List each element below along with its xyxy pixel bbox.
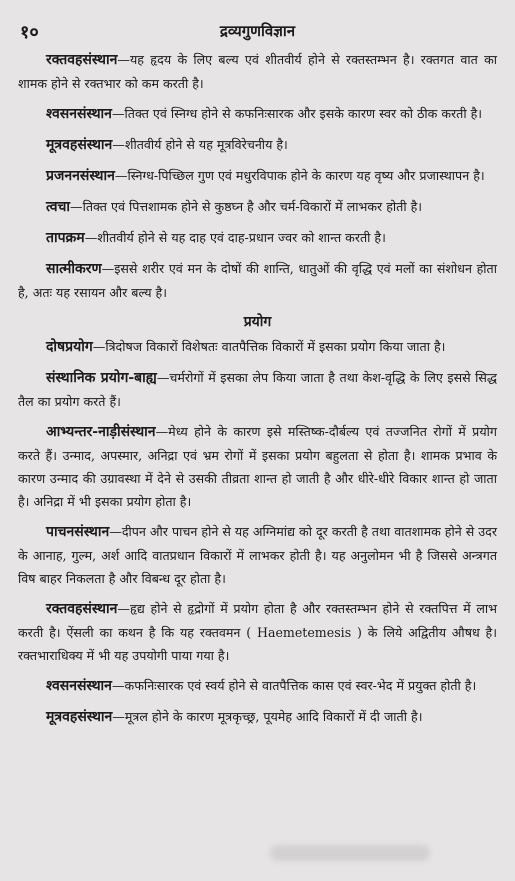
paragraph [18,164,497,188]
paragraph [18,335,497,359]
paragraph-text: —त्रिदोषज विकारों विशेषतः वातपैत्तिक विकारों में इसका प्रयोग किया जाता है। [92,339,446,354]
paragraphs-group-1 [18,48,497,304]
ink-smudge [270,845,430,861]
paragraph-text: —मेध्य होने के कारण इसे मस्तिष्क-दौर्बल्य एवं तज्जनित रोगों में प्रयोग करते हैं। उन्माद, अपस्मार, अनिद्रा एवं भ्रम रोगों में इसका प्रयोग बहुलता से होता है। शामक प्रभाव के कारण उन्माद की उग्रावस्था में देने से उसकी तीव्रता शान्त हो जाती है और धीरे-धीरे विकार शान्त हो जाता है। अनिद्रा में भी इसका प्रयोग होता है। [18,424,497,509]
running-title: द्रव्यगुणविज्ञान [219,22,296,40]
paragraph [18,420,497,513]
paragraph [18,48,497,95]
paragraph-text: —इससे शरीर एवं मन के दोषों की शान्ति, धातुओं की वृद्धि एवं मलों का संशोधन होता है, अतः यह रसायन और बल्य है। [18,261,497,300]
paragraph [18,195,497,219]
paragraph [18,102,497,126]
paragraph-text: —मूत्रल होने के कारण मूत्रकृच्छ्र, पूयमेह आदि विकारों में दी जाती है। [112,709,423,724]
page-header [18,18,497,48]
paragraphs-group-2 [18,335,497,729]
paragraph-heading: तापक्रम [46,230,85,246]
paragraph-heading: मूत्रवहसंस्थान [46,709,113,725]
paragraph [18,226,497,250]
paragraph-heading: मूत्रवहसंस्थान [46,137,113,153]
paragraph-heading: श्वसनसंस्थान [46,106,112,122]
paragraph-text: —चर्मरोगों में इसका लेप किया जाता है तथा केश-वृद्धि के लिए इससे सिद्ध तैल का प्रयोग करते हैं। [18,370,497,409]
paragraph [18,705,497,729]
page-number: १० [20,22,39,43]
paragraph-heading: श्वसनसंस्थान [46,678,112,694]
section-title: प्रयोग [243,314,272,330]
paragraph-heading: संस्थानिक प्रयोग-बाह्य [46,370,157,386]
paragraph-text: —शीतवीर्य होने से यह दाह एवं दाह-प्रधान ज्वर को शान्त करती है। [84,230,386,245]
paragraph [18,366,497,413]
paragraph-text: —हृद्य होने से हृद्रोगों में प्रयोग होता है और रक्तस्तम्भन होने से रक्तपित्त में लाभ करती है। ऐंसली का कथन है कि यह रक्तवमन ( Haemetemesis ) के लिये अद्वितीय औषध है। रक्तभाराधिक्य में भी यह उपयोगी पाया गया है। [18,601,497,663]
paragraph-heading: रक्तवहसंस्थान [46,601,118,617]
paragraph-heading: रक्तवहसंस्थान [46,52,118,68]
paragraph-heading: दोषप्रयोग [46,339,93,355]
paragraph-text: —तिक्त एवं स्निग्ध होने से कफनिःसारक और इसके कारण स्वर को ठीक करती है। [111,106,483,121]
paragraph [18,597,497,667]
paragraph-text: —कफनिःसारक एवं स्वर्य होने से वातपैत्तिक कास एवं स्वर-भेद में प्रयुक्त होती है। [111,678,477,693]
paragraph-text: —यह हृदय के लिए बल्य एवं शीतवीर्य होने से रक्तस्तम्भन है। रक्तगत वात का शामक होने से रक्तभार को कम करती है। [18,52,497,91]
paragraph [18,674,497,698]
paragraph-heading: त्वचा [46,199,71,215]
paragraph-heading: आभ्यन्तर-नाड़ीसंस्थान [46,424,156,440]
paragraph-text: —दीपन और पाचन होने से यह अग्निमांद्य को दूर करती है तथा वातशामक होने से उदर के आनाह, गुल्म, अर्श आदि वातप्रधान विकारों में लाभकर होती है। यह अनुलोमन भी है जिससे अन्त्रगत विष बाहर निकलता है और विबन्ध दूर होता है। [18,524,497,586]
paragraph-text: —स्निग्ध-पिच्छिल गुण एवं मधुरविपाक होने के कारण यह वृष्य और प्रजास्थापन है। [114,168,485,183]
paragraph-text: —तिक्त एवं पित्तशामक होने से कुष्ठघ्न है और चर्म-विकारों में लाभकर होती है। [70,199,423,214]
paragraph-heading: सात्मीकरण [46,261,102,277]
paragraph-heading: प्रजननसंस्थान [46,168,115,184]
paragraph [18,257,497,304]
paragraph [18,520,497,590]
paragraph-text: —शीतवीर्य होने से यह मूत्रविरेचनीय है। [112,137,288,152]
paragraph [18,133,497,157]
paragraph-heading: पाचनसंस्थान [46,524,110,540]
